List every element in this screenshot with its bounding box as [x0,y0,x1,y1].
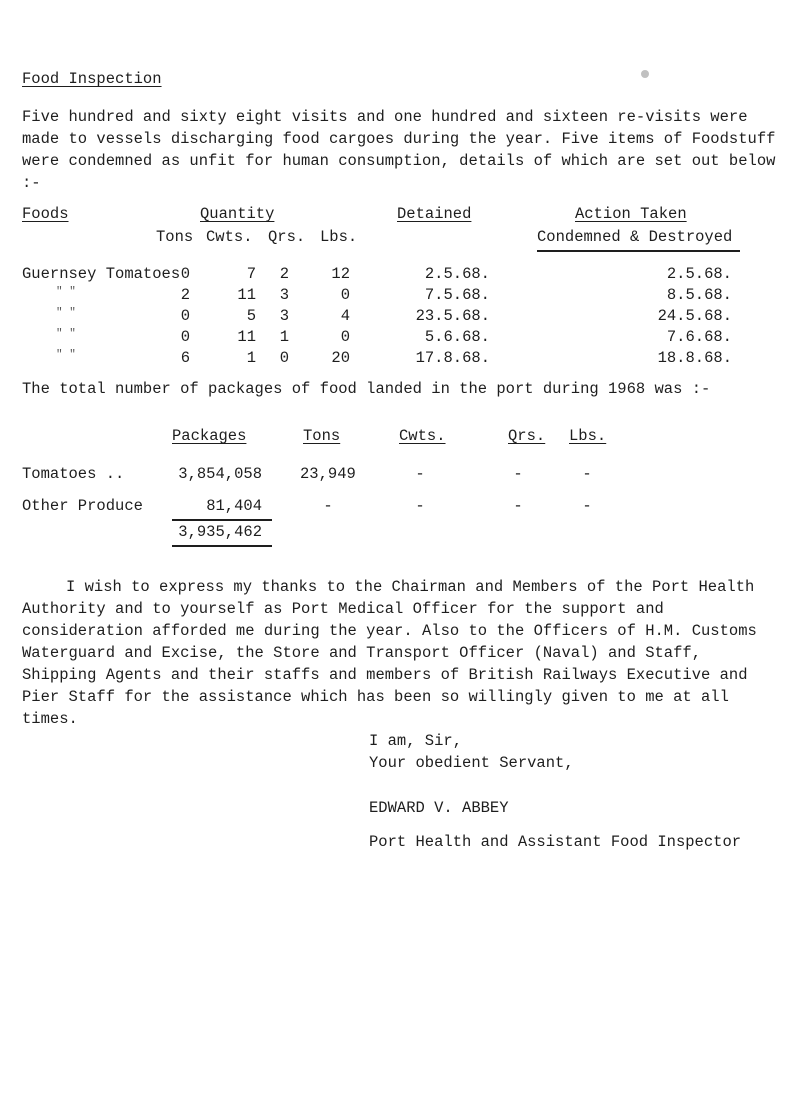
destroyed-cell: 8.5.68. [666,286,732,304]
pkg-lbs-cell: - [582,497,592,515]
thanks-paragraph: I wish to express my thanks to the Chairman and Members of the Port Health Authority and to yourself as Port Medical Officer for the support and consideration afforded me during the year. Also to the Officers of H.M. Customs Waterguard and Excise, the Store and Transport Officer (Naval) and Staff, Shipping Agents and their staffs and members of British Railways Executive and Pier Staff for the assistance which has been so willingly given to me at all times. [22,578,757,728]
cwts-cell: 1 [246,349,256,367]
tons-cell: 0 [180,328,190,346]
tons-cell: 6 [180,349,190,367]
item-cell: Other Produce [22,497,143,515]
col-header-quantity: Quantity [200,205,275,223]
detained-cell: 17.8.68. [415,349,490,367]
signatory-position: Port Health and Assistant Food Inspector [369,833,742,851]
col-header-pkg-cwts: Cwts. [399,427,446,445]
pkg-cwts-cell: - [415,497,425,515]
item-cell: Tomatoes .. [22,465,125,483]
destroyed-cell: 18.8.68. [657,349,732,367]
tons-cell: 2 [180,286,190,304]
lbs-cell: 0 [340,286,350,304]
col-header-qrs: Qrs. [268,228,306,246]
lbs-cell: 4 [340,307,350,325]
pkg-tons-cell: 23,949 [300,465,356,483]
destroyed-cell: 24.5.68. [657,307,732,325]
qrs-cell: 3 [279,286,289,304]
packages-intro: The total number of packages of food landed in the port during 1968 was :- [22,380,711,398]
qrs-cell: 0 [279,349,289,367]
paper-mark [641,70,649,78]
col-header-action: Action Taken [575,205,687,223]
packages-cell: 3,854,058 [178,465,262,483]
tons-cell: 0 [180,307,190,325]
header-rule [537,250,740,252]
cwts-cell: 5 [246,307,256,325]
cwts-cell: 11 [237,286,256,304]
page-title: Food Inspection [22,70,162,88]
destroyed-cell: 2.5.68. [666,265,732,283]
pkg-tons-cell: - [323,497,333,515]
packages-cell: 81,404 [206,497,262,515]
qrs-cell: 2 [279,265,289,283]
pkg-qrs-cell: - [513,497,523,515]
col-header-pkg-lbs: Lbs. [569,427,607,445]
food-cell: " " [56,349,76,361]
col-header-pkg-qrs: Qrs. [508,427,546,445]
pkg-cwts-cell: - [415,465,425,483]
lbs-cell: 12 [331,265,350,283]
qrs-cell: 3 [279,307,289,325]
col-header-tons: Tons [156,228,194,246]
cwts-cell: 7 [246,265,256,283]
total-rule-top [172,519,272,521]
col-header-action-sub: Condemned & Destroyed [537,228,733,246]
food-cell: " " [56,307,76,319]
col-header-packages: Packages [172,427,247,445]
packages-total: 3,935,462 [178,523,262,541]
food-cell: " " [56,286,76,298]
servant-line: Your obedient Servant, [369,754,574,772]
col-header-pkg-tons: Tons [303,427,341,445]
lbs-cell: 0 [340,328,350,346]
col-header-foods: Foods [22,205,69,223]
tons-cell: 0 [180,265,190,283]
col-header-detained: Detained [397,205,472,223]
food-cell: Guernsey Tomatoes [22,265,181,283]
qrs-cell: 1 [279,328,289,346]
signatory-name: EDWARD V. ABBEY [369,799,509,817]
detained-cell: 23.5.68. [415,307,490,325]
destroyed-cell: 7.6.68. [666,328,732,346]
detained-cell: 5.6.68. [424,328,490,346]
lbs-cell: 20 [331,349,350,367]
closing-line: I am, Sir, [369,732,463,750]
detained-cell: 2.5.68. [424,265,490,283]
food-cell: " " [56,328,76,340]
pkg-lbs-cell: - [582,465,592,483]
detained-cell: 7.5.68. [424,286,490,304]
pkg-qrs-cell: - [513,465,523,483]
col-header-cwts: Cwts. [206,228,253,246]
col-header-lbs: Lbs. [320,228,358,246]
cwts-cell: 11 [237,328,256,346]
intro-paragraph: Five hundred and sixty eight visits and one hundred and sixteen re-visits were made to vessels discharging food cargoes during the year. Five items of Foodstuff were condemned as unfit for human consumption, details of which are set out below :- [22,108,776,192]
total-rule-bottom [172,545,272,547]
